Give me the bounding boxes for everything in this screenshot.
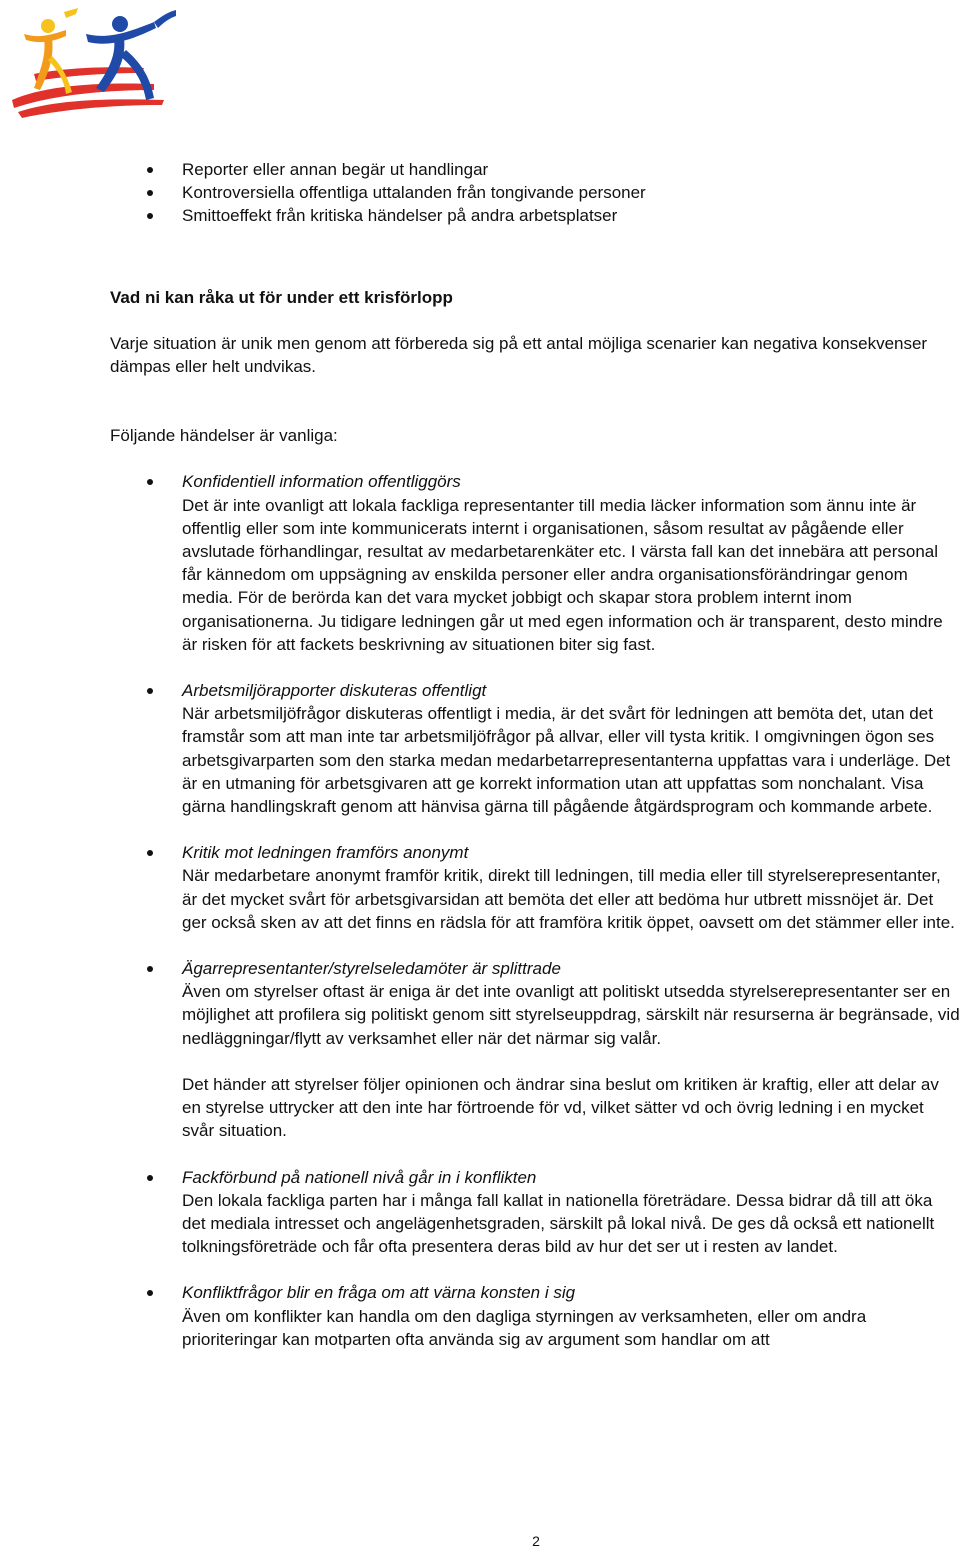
event-body: När medarbetare anonymt framför kritik, direkt till ledningen, till media eller till styrelserepresentanter, är det mycket svårt för arbetsgivarsidan att bemöta det eller att bedöma hur utbrett missnöjet är. Det ger också sken av att det finns en rädsla för att framföra kritik öppet, oavsett om det stämmer eller inte. <box>182 866 955 932</box>
document-page <box>110 158 960 1351</box>
event-item <box>110 1166 960 1259</box>
event-item <box>110 679 960 818</box>
list-item: Smittoeffekt från kritiska händelser på andra arbetsplatser <box>110 204 960 227</box>
list-item: Reporter eller annan begär ut handlingar <box>110 158 960 181</box>
list-item: Kontroversiella offentliga uttalanden från tongivande personer <box>110 181 960 204</box>
event-title: Konfliktfrågor blir en fråga om att värna konsten i sig <box>182 1283 576 1303</box>
event-title: Kritik mot ledningen framförs anonymt <box>182 843 469 863</box>
event-title: Arbetsmiljörapporter diskuteras offentligt <box>182 681 487 701</box>
logo-graphic <box>4 4 180 124</box>
dancing-figures-logo-icon <box>4 4 180 124</box>
event-item <box>110 841 960 934</box>
event-item <box>110 1281 960 1351</box>
event-body: Även om konflikter kan handla om den dagliga styrningen av verksamheten, eller om andra prioriteringar kan motparten ofta använda sig av argument som handlar om att <box>182 1306 867 1349</box>
event-body: Även om styrelser oftast är eniga är det inte ovanligt att politiskt utsedda styrelserepresentanter ser en möjlighet att profilera sig politiskt genom sitt styrelseuppdrag, särskilt när resurserna är begränsade, vid nedläggningar/flytt av verksamhet eller när det närmar sig valår. <box>182 982 960 1048</box>
event-title: Ägarrepresentanter/styrelseledamöter är splittrade <box>182 959 561 979</box>
event-item <box>110 470 960 656</box>
event-extra-paragraph: Det händer att styrelser följer opinionen och ändrar sina beslut om kritiken är kraftig, eller att delar av en styrelse uttrycker att den inte har förtroende för vd, vilket sätter vd och övrig ledning i en mycket svår situation. <box>182 1074 939 1141</box>
event-title: Fackförbund på nationell nivå går in i konflikten <box>182 1167 537 1187</box>
events-list <box>110 470 960 1351</box>
risk-list <box>110 158 960 228</box>
page-number: 2 <box>532 1533 540 1549</box>
section-paragraph: Varje situation är unik men genom att förbereda sig på ett antal möjliga scenarier kan negativa konsekvenser dämpas eller helt undvikas. <box>110 333 928 377</box>
event-body: Den lokala fackliga parten har i många fall kallat in nationella företrädare. Dessa bidrar då till att öka det mediala intresset och angelägenhetsgraden, särskilt på lokal nivå. De ges då också ett nationellt tolkningsföreträde och får ofta presentera deras bild av hur det ser ut i resten av landet. <box>182 1190 935 1257</box>
event-item <box>110 957 960 1142</box>
event-body: När arbetsmiljöfrågor diskuteras offentligt i media, är det svårt för ledningen att bemöta det, utan det framstår som att man inte tar arbetsmiljöfrågor på allvar, eller vill tysta kritik. I omgivningen ögon ses arbetsgivarparten som den starka medan medarbetarrepresentanterna uppfattas vara i underläge. Det är en utmaning för arbetsgivaren att ge korrekt information utan att uppfattas som nonchalant. Visa gärna handlingskraft genom att hänvisa gärna till pågående åtgärdsprogram och kommande arbete. <box>182 704 951 817</box>
event-title: Konfidentiell information offentliggörs <box>182 472 461 492</box>
event-body: Det är inte ovanligt att lokala fackliga representanter till media läcker information som ännu inte är offentlig eller som inte kommunicerats internt i organisationen, såsom resultat av pågående eller avslutade förhandlingar, resultat av medarbetarenkäter etc. I värsta fall kan det innebära att personal får kännedom om uppsägning av enskilda personer eller andra organisationsförändringar genom media. För de berörda kan det vara mycket jobbigt och skapar stora problem internt inom organisationerna. Ju tidigare ledningen går ut med egen information och är transparent, desto mindre är risken för att fackets beskrivning av situationen biter sig fast. <box>182 495 943 654</box>
events-intro: Följande händelser är vanliga: <box>110 426 338 446</box>
section-heading: Vad ni kan råka ut för under ett krisförlopp <box>110 287 453 307</box>
